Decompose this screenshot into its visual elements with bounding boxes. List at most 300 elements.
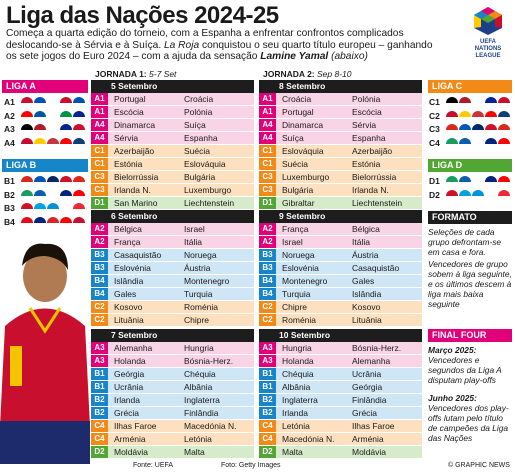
match-row	[259, 433, 422, 446]
home-team: Bielorrússia	[108, 171, 178, 183]
away-team: Ilhas Faroe	[346, 420, 422, 432]
away-team: Noruega	[178, 249, 254, 261]
away-team: Suíça	[178, 119, 254, 131]
match-row	[91, 420, 254, 433]
match-row	[259, 184, 422, 197]
country-flag-icon	[459, 111, 471, 123]
home-team: Suíça	[276, 132, 346, 144]
home-team: Irlanda	[108, 394, 178, 406]
group-code: A3	[259, 342, 276, 354]
home-team: Portugal	[108, 93, 178, 105]
group-code: A2	[259, 236, 276, 248]
away-team: Espanha	[346, 132, 422, 144]
group-code: C4	[259, 433, 276, 445]
home-team: Macedónia N.	[276, 433, 346, 445]
match-row	[259, 249, 422, 262]
group-label: B3	[4, 203, 15, 213]
match-row	[259, 394, 422, 407]
group-code: C4	[91, 420, 108, 432]
country-flag-icon	[34, 217, 46, 229]
home-team: Inglaterra	[276, 394, 346, 406]
away-team: Macedónia N.	[178, 420, 254, 432]
home-team: Gibraltar	[276, 197, 346, 209]
home-team: Holanda	[276, 355, 346, 367]
away-team: Geórgia	[346, 381, 422, 393]
group-code: B4	[91, 288, 108, 300]
country-flag-icon	[60, 138, 72, 150]
country-flag-icon	[485, 111, 497, 123]
group-label: C1	[429, 97, 440, 107]
away-team: Arménia	[346, 433, 422, 445]
away-team: Turquia	[178, 288, 254, 300]
home-team: Irlanda	[276, 407, 346, 419]
group-code: B4	[91, 275, 108, 287]
country-flag-icon	[21, 97, 33, 109]
group-code: A3	[91, 342, 108, 354]
match-row	[91, 171, 254, 184]
country-flag-icon	[459, 138, 471, 150]
group-code: C2	[91, 301, 108, 313]
group-code: B3	[91, 262, 108, 274]
away-team: Grécia	[346, 407, 422, 419]
match-row	[259, 407, 422, 420]
home-team: Suécia	[276, 158, 346, 170]
group-code: B1	[259, 368, 276, 380]
group-code: B4	[259, 288, 276, 300]
match-row	[91, 314, 254, 327]
home-team: Estónia	[108, 158, 178, 170]
group-code: B4	[259, 275, 276, 287]
group-code: A3	[91, 355, 108, 367]
away-team: Islândia	[346, 288, 422, 300]
away-team: Bulgária	[178, 171, 254, 183]
country-flag-icon	[485, 190, 497, 202]
away-team: Chéquia	[178, 368, 254, 380]
home-team: Noruega	[276, 249, 346, 261]
group-code: B2	[259, 407, 276, 419]
group-code: A4	[91, 119, 108, 131]
match-day-d7	[91, 329, 254, 459]
country-flag-icon	[21, 111, 33, 123]
country-flag-icon	[459, 176, 471, 188]
match-row	[259, 420, 422, 433]
group-code: C3	[91, 171, 108, 183]
match-row	[91, 275, 254, 288]
country-flag-icon	[472, 97, 484, 109]
home-team: Turquia	[276, 288, 346, 300]
group-code: D2	[259, 446, 276, 458]
country-flag-icon	[60, 97, 72, 109]
match-row	[91, 184, 254, 197]
home-team: Roménia	[276, 314, 346, 326]
group-code: C2	[259, 301, 276, 313]
country-flag-icon	[21, 203, 33, 215]
away-team: Liechtenstein	[178, 197, 254, 209]
match-row	[91, 288, 254, 301]
away-team: Áustria	[346, 249, 422, 261]
match-row	[259, 368, 422, 381]
home-team: Irlanda N.	[108, 184, 178, 196]
country-flag-icon	[73, 217, 85, 229]
country-flag-icon	[60, 111, 72, 123]
country-flag-icon	[73, 203, 85, 215]
march-title: Março 2025:	[428, 345, 477, 355]
country-flag-icon	[73, 176, 85, 188]
match-row	[91, 93, 254, 106]
home-team: Gales	[108, 288, 178, 300]
group-code: C1	[259, 158, 276, 170]
match-day-d10	[259, 329, 422, 459]
group-code: C4	[259, 420, 276, 432]
group-code: A1	[91, 93, 108, 105]
graphic-news-credit: © GRAPHIC NEWS	[448, 462, 510, 469]
home-team: Dinamarca	[276, 119, 346, 131]
group-code: C3	[91, 184, 108, 196]
country-flag-icon	[73, 111, 85, 123]
match-row	[91, 381, 254, 394]
match-row	[259, 132, 422, 145]
home-team: Alemanha	[108, 342, 178, 354]
country-flag-icon	[498, 176, 510, 188]
home-team: Ucrânia	[108, 381, 178, 393]
match-row	[91, 262, 254, 275]
match-row	[259, 381, 422, 394]
match-row	[91, 197, 254, 210]
match-row	[91, 407, 254, 420]
jornada1-header: JORNADA 1: 5-7 Set	[95, 69, 177, 79]
country-flag-icon	[472, 138, 484, 150]
match-day-d9	[259, 210, 422, 327]
match-row	[259, 314, 422, 327]
group-label: A2	[4, 110, 15, 121]
home-team: San Marino	[108, 197, 178, 209]
country-flag-icon	[34, 138, 46, 150]
home-team: Casaquistão	[108, 249, 178, 261]
group-code: B1	[259, 381, 276, 393]
group-code: B3	[259, 249, 276, 261]
group-label: D1	[429, 176, 440, 186]
away-team: Irlanda N.	[346, 184, 422, 196]
match-row	[91, 249, 254, 262]
country-flag-icon	[21, 124, 33, 136]
match-row	[91, 368, 254, 381]
home-team: Holanda	[108, 355, 178, 367]
home-team: Portugal	[276, 106, 346, 118]
group-code: C2	[259, 314, 276, 326]
liga-d-label: LIGA D	[428, 159, 512, 172]
country-flag-icon	[459, 190, 471, 202]
country-flag-icon	[47, 190, 59, 202]
group-code: A3	[259, 355, 276, 367]
home-team: Lituânia	[108, 314, 178, 326]
group-code: B2	[259, 394, 276, 406]
away-team: Liechtenstein	[346, 197, 422, 209]
country-flag-icon	[485, 97, 497, 109]
away-team: Estónia	[346, 158, 422, 170]
group-code: D2	[91, 446, 108, 458]
away-team: Polónia	[346, 93, 422, 105]
country-flag-icon	[47, 124, 59, 136]
match-row	[259, 342, 422, 355]
group-code: C2	[91, 314, 108, 326]
group-label: B4	[4, 216, 15, 227]
nations-league-emblem-icon	[472, 6, 504, 36]
liga-a-label: LIGA A	[2, 80, 88, 93]
match-row	[91, 355, 254, 368]
match-day-title: 6 Setembro	[91, 210, 254, 223]
away-team: Alemanha	[346, 355, 422, 367]
home-team: Ilhas Faroe	[108, 420, 178, 432]
country-flag-icon	[485, 124, 497, 136]
group-label: C2	[429, 110, 440, 121]
away-team: Bélgica	[346, 223, 422, 235]
country-flag-icon	[47, 203, 59, 215]
match-day-d5	[91, 80, 254, 210]
match-row	[259, 158, 422, 171]
match-row	[259, 197, 422, 210]
home-team: Malta	[276, 446, 346, 458]
home-team: Chéquia	[276, 368, 346, 380]
country-flag-icon	[47, 111, 59, 123]
nations-league-logo: UEFA NATIONS LEAGUE	[465, 6, 511, 72]
country-flag-icon	[485, 138, 497, 150]
home-team: Sérvia	[108, 132, 178, 144]
country-flag-icon	[472, 124, 484, 136]
match-row	[91, 301, 254, 314]
group-label: B1	[4, 176, 15, 186]
country-flag-icon	[60, 190, 72, 202]
match-row	[259, 288, 422, 301]
home-team: Croácia	[276, 93, 346, 105]
away-team: Gales	[346, 275, 422, 287]
source-uefa: Fonte: UEFA	[133, 462, 174, 469]
away-team: Suécia	[178, 145, 254, 157]
match-row	[91, 145, 254, 158]
june-text: Vencedores dos play-offs lutam pelo título de campeões da Liga das Nações	[428, 403, 509, 443]
home-team: Moldávia	[108, 446, 178, 458]
country-flag-icon	[47, 217, 59, 229]
home-team: Islândia	[108, 275, 178, 287]
country-flag-icon	[21, 217, 33, 229]
group-label: A4	[4, 137, 15, 148]
intro-text: Começa a quarta edição do torneio, com a Espanha a enfrentar confrontos complicados deslocando-se à Sérvia e à Suíça. La Roja conquistou o seu quarto título europeu – ganhando os sete jogos do Euro 2024 – com a ajuda da sensação Lamine Yamal (abaixo)	[6, 28, 433, 62]
home-team: Hungria	[276, 342, 346, 354]
match-row	[91, 119, 254, 132]
country-flag-icon	[472, 190, 484, 202]
formato-text-2: Vencedores de grupo sobem à liga seguinte, e os últimos descem à liga mais baixa seguinte	[428, 259, 512, 309]
country-flag-icon	[498, 124, 510, 136]
away-team: Eslováquia	[178, 158, 254, 170]
home-team: Arménia	[108, 433, 178, 445]
match-row	[259, 145, 422, 158]
match-day-title: 7 Setembro	[91, 329, 254, 342]
country-flag-icon	[34, 203, 46, 215]
group-code: A4	[259, 132, 276, 144]
source-photo: Foto: Getty Images	[221, 462, 281, 469]
group-code: A1	[91, 106, 108, 118]
away-team: Espanha	[178, 132, 254, 144]
away-team: Albânia	[178, 381, 254, 393]
match-day-title: 10 Setembro	[259, 329, 422, 342]
away-team: Ucrânia	[346, 368, 422, 380]
page-title: Liga das Nações 2024-25	[6, 2, 279, 29]
country-flag-icon	[446, 176, 458, 188]
home-team: Eslovénia	[108, 262, 178, 274]
home-team: Grécia	[108, 407, 178, 419]
match-row	[259, 223, 422, 236]
away-team: Escócia	[346, 106, 422, 118]
group-code: D1	[259, 197, 276, 209]
away-team: Letónia	[178, 433, 254, 445]
away-team: Áustria	[178, 262, 254, 274]
match-row	[259, 106, 422, 119]
country-flag-icon	[498, 190, 510, 202]
home-team: Montenegro	[276, 275, 346, 287]
away-team: Luxemburgo	[178, 184, 254, 196]
home-team: Geórgia	[108, 368, 178, 380]
group-label: A1	[4, 97, 15, 107]
match-row	[259, 236, 422, 249]
away-team: Montenegro	[178, 275, 254, 287]
away-team: Chipre	[178, 314, 254, 326]
match-row	[259, 119, 422, 132]
country-flag-icon	[34, 97, 46, 109]
away-team: Bielorrússia	[346, 171, 422, 183]
match-row	[91, 132, 254, 145]
home-team: Azerbaijão	[108, 145, 178, 157]
country-flag-icon	[60, 176, 72, 188]
country-flag-icon	[446, 97, 458, 109]
group-code: A4	[91, 132, 108, 144]
group-code: B3	[259, 262, 276, 274]
group-code: C1	[259, 145, 276, 157]
group-code: D1	[91, 197, 108, 209]
country-flag-icon	[47, 176, 59, 188]
match-row	[91, 446, 254, 459]
home-team: Israel	[276, 236, 346, 248]
country-flag-icon	[459, 124, 471, 136]
country-flag-icon	[446, 190, 458, 202]
away-team: Bósnia-Herz.	[178, 355, 254, 367]
country-flag-icon	[73, 124, 85, 136]
away-team: Sérvia	[346, 119, 422, 131]
home-team: Letónia	[276, 420, 346, 432]
match-day-title: 8 Setembro	[259, 80, 422, 93]
home-team: Bulgária	[276, 184, 346, 196]
group-code: A1	[259, 93, 276, 105]
country-flag-icon	[21, 138, 33, 150]
final-four-label: FINAL FOUR	[428, 329, 512, 342]
home-team: Chipre	[276, 301, 346, 313]
country-flag-icon	[60, 124, 72, 136]
country-flag-icon	[73, 97, 85, 109]
home-team: Eslovénia	[276, 262, 346, 274]
away-team: Polónia	[178, 106, 254, 118]
away-team: Moldávia	[346, 446, 422, 458]
match-row	[259, 171, 422, 184]
home-team: Luxemburgo	[276, 171, 346, 183]
away-team: Israel	[178, 223, 254, 235]
country-flag-icon	[459, 97, 471, 109]
away-team: Azerbaijão	[346, 145, 422, 157]
country-flag-icon	[498, 97, 510, 109]
jornada2-header: JORNADA 2: Sep 8-10	[263, 69, 352, 79]
match-day-title: 5 Setembro	[91, 80, 254, 93]
match-row	[259, 446, 422, 459]
group-label: D2	[429, 189, 440, 200]
match-row	[91, 223, 254, 236]
away-team: Malta	[178, 446, 254, 458]
away-team: Croácia	[178, 93, 254, 105]
country-flag-icon	[73, 190, 85, 202]
june-title: Junho 2025:	[428, 393, 477, 403]
match-day-d6	[91, 210, 254, 327]
home-team: Eslováquia	[276, 145, 346, 157]
away-team: Lituânia	[346, 314, 422, 326]
home-team: França	[108, 236, 178, 248]
liga-b-label: LIGA B	[2, 159, 88, 172]
home-team: Bélgica	[108, 223, 178, 235]
group-code: C1	[91, 145, 108, 157]
away-team: Itália	[178, 236, 254, 248]
away-team: Bósnia-Herz.	[346, 342, 422, 354]
group-code: C3	[259, 171, 276, 183]
home-team: França	[276, 223, 346, 235]
country-flag-icon	[34, 111, 46, 123]
match-row	[259, 355, 422, 368]
country-flag-icon	[60, 203, 72, 215]
country-flag-icon	[472, 176, 484, 188]
match-row	[259, 301, 422, 314]
group-code: C3	[259, 184, 276, 196]
country-flag-icon	[34, 176, 46, 188]
group-code: C4	[91, 433, 108, 445]
group-code: C1	[91, 158, 108, 170]
group-code: A4	[259, 119, 276, 131]
player-photo	[0, 236, 90, 464]
group-label: C4	[429, 137, 440, 148]
match-row	[259, 275, 422, 288]
away-team: Finlândia	[346, 394, 422, 406]
liga-c-label: LIGA C	[428, 80, 512, 93]
match-row	[91, 106, 254, 119]
away-team: Casaquistão	[346, 262, 422, 274]
match-row	[91, 433, 254, 446]
home-team: Dinamarca	[108, 119, 178, 131]
group-code: B2	[91, 394, 108, 406]
match-row	[259, 93, 422, 106]
away-team: Roménia	[178, 301, 254, 313]
country-flag-icon	[446, 124, 458, 136]
away-team: Hungria	[178, 342, 254, 354]
march-text: Vencedores e segundos da Liga A disputam play-offs	[428, 355, 502, 385]
match-day-title: 9 Setembro	[259, 210, 422, 223]
country-flag-icon	[34, 124, 46, 136]
country-flag-icon	[485, 176, 497, 188]
country-flag-icon	[73, 138, 85, 150]
group-label: B2	[4, 189, 15, 200]
match-row	[259, 262, 422, 275]
country-flag-icon	[60, 217, 72, 229]
country-flag-icon	[446, 111, 458, 123]
away-team: Inglaterra	[178, 394, 254, 406]
match-row	[91, 236, 254, 249]
home-team: Kosovo	[108, 301, 178, 313]
away-team: Finlândia	[178, 407, 254, 419]
country-flag-icon	[21, 176, 33, 188]
group-code: B1	[91, 381, 108, 393]
country-flag-icon	[34, 190, 46, 202]
